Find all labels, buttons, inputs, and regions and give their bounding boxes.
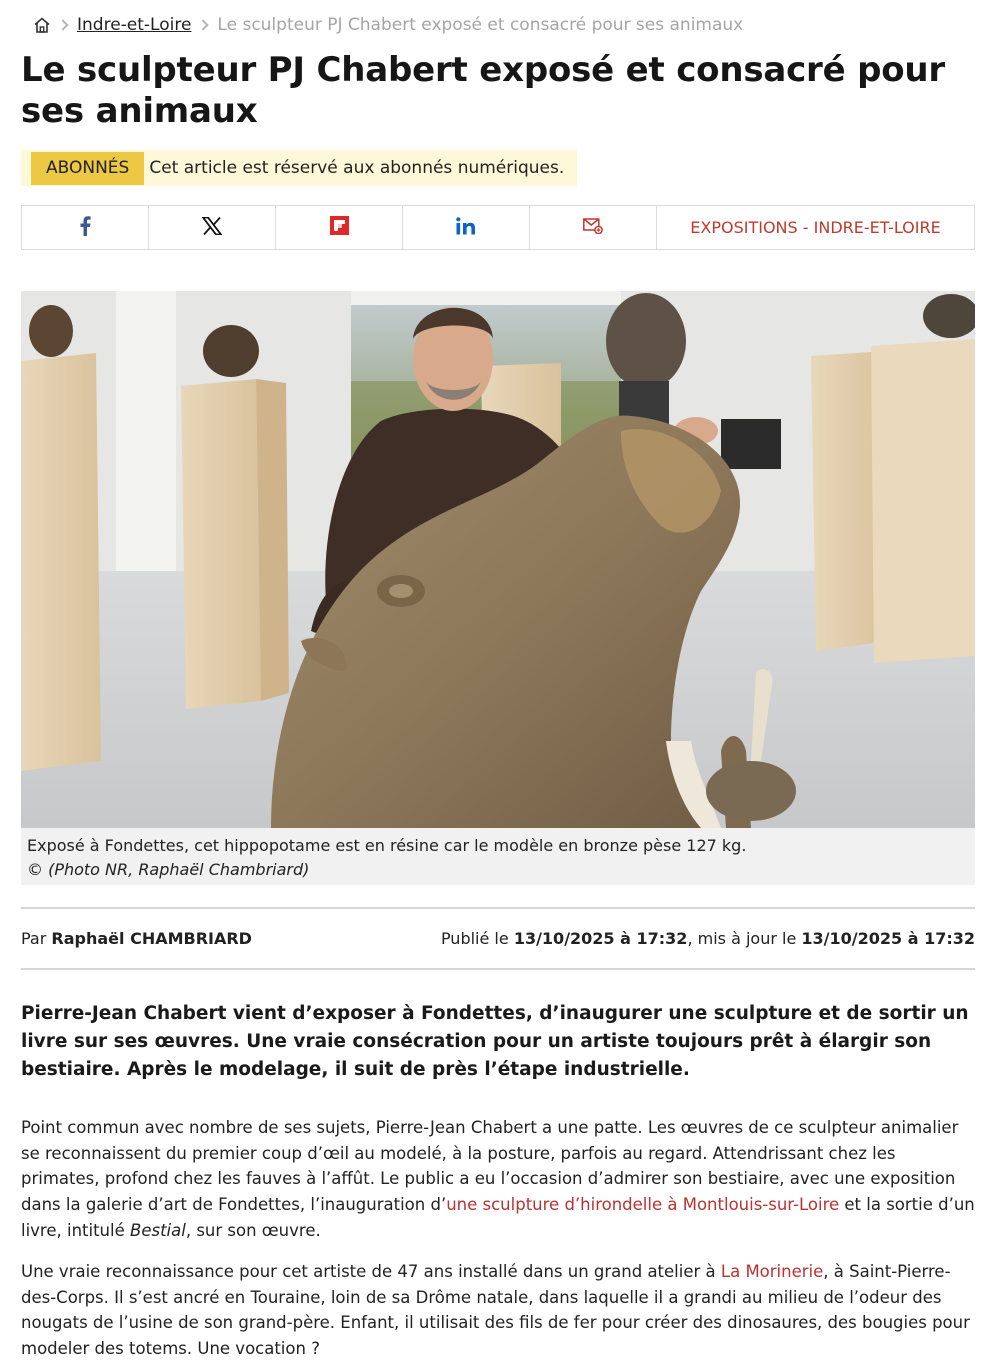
category-link[interactable]: EXPOSITIONS - INDRE-ET-LOIRE	[690, 218, 941, 237]
paragraph-text: , sur son œuvre.	[185, 1220, 321, 1240]
paragraph-text: Une vraie reconnaissance pour cet artiste de 47 ans installé dans un grand atelier à	[21, 1262, 721, 1281]
share-x-button[interactable]	[149, 206, 276, 249]
article-photo[interactable]	[21, 291, 975, 828]
sculpture-hirondelle-link[interactable]: une sculpture d’hirondelle à Montlouis-sur-Loire	[446, 1195, 840, 1215]
paragraph-text: , à Saint-Pierre-des-Corps. Il s’est ancré en Touraine, loin de sa Drôme natale, dans laquelle il a grandi au milieu de l’odeur des nougats de l’usine de son grand-père. Enfant, il utilisait des fils de fer pour créer des dinosaures, des bougies pour modeler des totems. Une vocation ?	[21, 1262, 970, 1359]
date-line	[441, 929, 975, 948]
share-facebook-button[interactable]	[22, 206, 149, 249]
published-label: Publié le	[440, 929, 509, 948]
photo-credit: © (Photo NR, Raphaël Chambriard)	[27, 860, 310, 879]
author-name: Raphaël CHAMBRIARD	[51, 929, 252, 948]
article-paragraph	[21, 1115, 975, 1244]
updated-label: , mis à jour le	[687, 929, 797, 948]
breadcrumb	[33, 13, 743, 37]
article-meta	[21, 907, 975, 970]
breadcrumb-current: Le sculpteur PJ Chabert exposé et consacré pour ses animaux	[217, 15, 744, 35]
breadcrumb-section-link[interactable]: Indre-et-Loire	[77, 15, 192, 35]
subscriber-badge: ABONNÉS	[31, 152, 144, 185]
subscriber-banner	[21, 150, 577, 186]
x-icon	[202, 217, 222, 239]
book-title: Bestial	[130, 1220, 186, 1240]
paragraph-text: Point commun avec nombre de ses sujets, Pierre-Jean Chabert a une patte. Les œuvres de ce sculpteur animalier se reconnaissent du premier coup d’œil au modelé, à la posture, parfois au regard. Attendrissant chez les primates, profond chez les fauves à l’affût. Le public a eu l’occasion d’admirer son bestiaire, avec une exposition dans la galerie d’art de Fondettes, l’inauguration d’	[21, 1118, 959, 1215]
chevron-right-icon	[198, 19, 209, 30]
updated-date: 13/10/2025 à 17:32	[801, 929, 975, 948]
share-flipboard-button[interactable]	[276, 206, 403, 249]
paragraph-text: et la sortie d’un livre, intitulé	[21, 1195, 975, 1240]
subscriber-message: Cet article est réservé aux abonnés numériques.	[149, 158, 565, 178]
flipboard-icon	[330, 216, 349, 239]
published-date: 13/10/2025 à 17:32	[513, 929, 688, 948]
article-title: Le sculpteur PJ Chabert exposé et consacré pour ses animaux	[21, 50, 945, 131]
share-email-button[interactable]	[530, 206, 657, 249]
home-icon[interactable]	[33, 16, 51, 34]
chevron-right-icon	[57, 19, 68, 30]
caption-text: Exposé à Fondettes, cet hippopotame est en résine car le modèle en bronze pèse 127 kg.	[27, 836, 747, 855]
article-paragraph	[21, 1259, 975, 1362]
la-morinerie-link[interactable]: La Morinerie	[720, 1262, 824, 1281]
email-icon	[583, 218, 603, 238]
photo-caption	[21, 828, 975, 885]
author-prefix: Par	[21, 929, 47, 948]
author-line	[21, 929, 252, 948]
article-lead: Pierre-Jean Chabert vient d’exposer à Fondettes, d’inaugurer une sculpture et de sortir un livre sur ses œuvres. Une vraie consécration pour un artiste toujours prêt à élargir son bestiaire. Après le modelage, il suit de près l’étape industrielle.	[21, 1003, 969, 1080]
share-linkedin-button[interactable]	[403, 206, 530, 249]
facebook-icon	[79, 216, 91, 240]
share-bar	[21, 205, 975, 250]
linkedin-icon	[456, 217, 476, 239]
